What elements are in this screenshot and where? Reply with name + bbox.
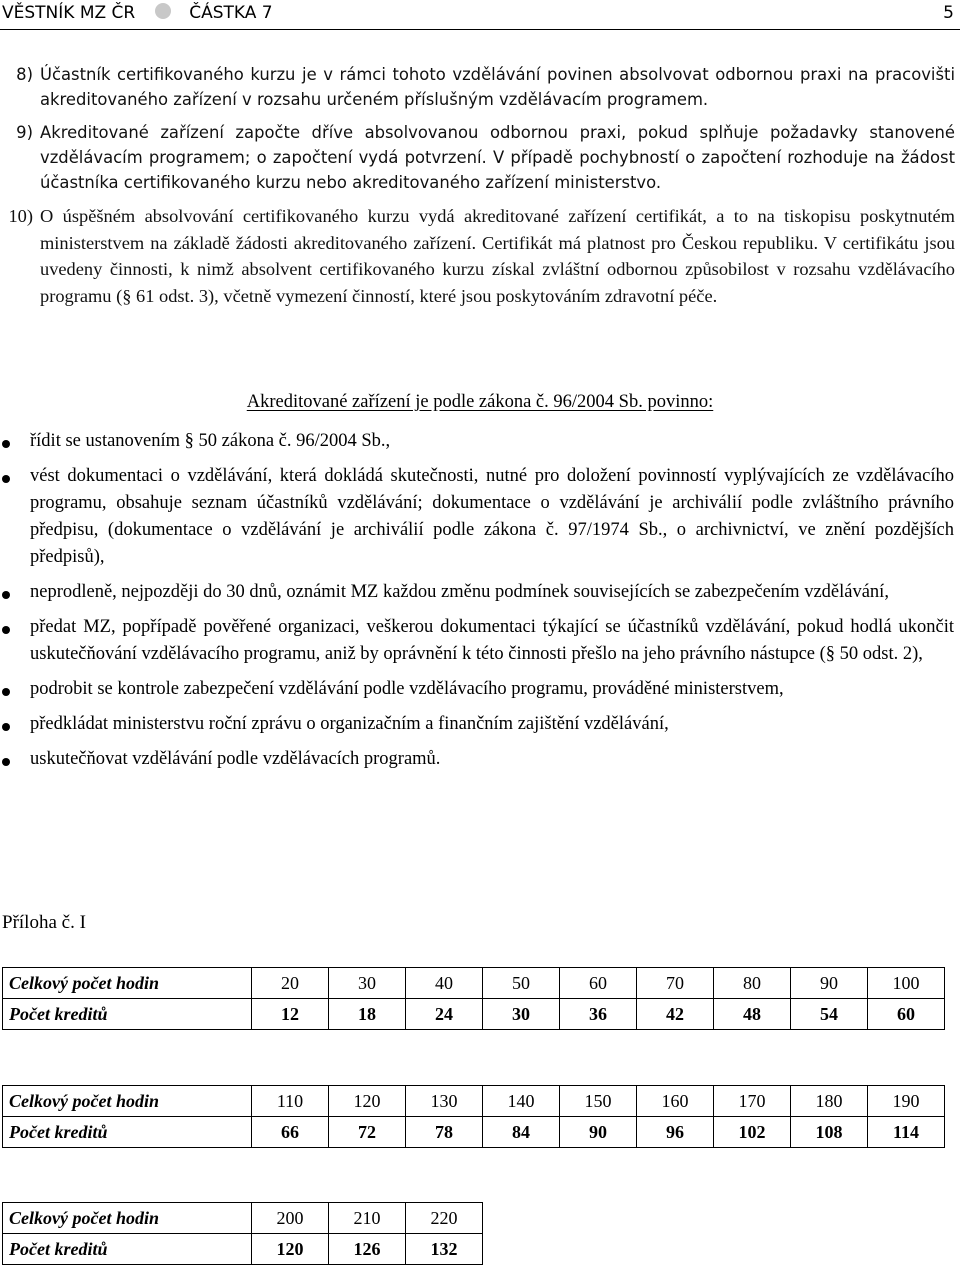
row-label: Počet kreditů (3, 999, 252, 1030)
credits-cell: 78 (406, 1117, 483, 1148)
hours-cell: 40 (406, 968, 483, 999)
hours-cell: 150 (560, 1086, 637, 1117)
credits-cell: 24 (406, 999, 483, 1030)
credits-cell: 42 (637, 999, 714, 1030)
credits-table-3 (2, 1202, 483, 1265)
list-item: podrobit se kontrole zabezpečení vzdělávání podle vzdělávacího programu, prováděné ministerstvem, (0, 676, 960, 703)
credits-cell: 132 (406, 1234, 483, 1265)
hours-cell: 180 (791, 1086, 868, 1117)
list-item: neprodleně, nejpozději do 30 dnů, oznámit MZ každou změnu podmínek souvisejících se zabezpečením vzdělávání, (0, 579, 960, 606)
hours-cell: 170 (714, 1086, 791, 1117)
appendix-title: Příloha č. I (2, 912, 86, 933)
credits-cell: 102 (714, 1117, 791, 1148)
item-number: 9) (16, 123, 33, 142)
table-row (3, 999, 945, 1030)
numbered-items (0, 62, 960, 309)
page-number: 5 (943, 3, 954, 23)
page-header (0, 0, 960, 30)
hours-cell: 160 (637, 1086, 714, 1117)
table-row (3, 1117, 945, 1148)
credits-cell: 66 (252, 1117, 329, 1148)
credits-cell: 90 (560, 1117, 637, 1148)
list-item: řídit se ustanovením § 50 zákona č. 96/2004 Sb., (0, 428, 960, 455)
hours-cell: 190 (868, 1086, 945, 1117)
credits-cell: 60 (868, 999, 945, 1030)
list-item: předat MZ, popřípadě pověřené organizaci, veškerou dokumentaci týkající se účastníků vzdělávání, pokud hodlá ukončit uskutečňování vzdělávacího programu, aniž by oprávnění k této činnosti přešlo na jeho právního nástupce (§ 50 odst. 2), (0, 614, 960, 668)
journal-title: VĚSTNÍK MZ ČR (2, 3, 136, 23)
hours-cell: 220 (406, 1203, 483, 1234)
numbered-item (0, 120, 960, 195)
hours-cell: 90 (791, 968, 868, 999)
credits-table-1 (2, 967, 945, 1030)
row-label: Celkový počet hodin (3, 1086, 252, 1117)
item-number: 10) (8, 206, 33, 226)
item-text: O úspěšném absolvování certifikovaného kurzu vydá akreditované zařízení certifikát, a to na tiskopisu poskytnutém ministerstvem na základě žádosti akreditovaného zařízení. Certifikát má platnost pro Českou republiku. V certifikátu jsou uvedeny činnosti, k nimž absolvent certifikovaného kurzu získal zvláštní odbornou způsobilost v rozsahu vzdělávacího programu (§ 61 odst. 3), včetně vymezení činností, které jsou poskytováním zdravotní péče. (40, 206, 955, 306)
credits-cell: 54 (791, 999, 868, 1030)
list-item: vést dokumentaci o vzdělávání, která dokládá skutečnosti, nutné pro doložení povinností vyplývajících ze vzdělávacího programu, obsahuje seznam účastníků vzdělávání; dokumentace o vzdělávání je archiválií podle zvláštního právního předpisu, (dokumentace o vzdělávání je archiválií podle zákona č. 97/1974 Sb., o archivnictví, ve znění pozdějších předpisů), (0, 463, 960, 571)
credits-cell: 84 (483, 1117, 560, 1148)
hours-cell: 140 (483, 1086, 560, 1117)
list-item: předkládat ministerstvu roční zprávu o organizačním a finančním zajištění vzdělávání, (0, 711, 960, 738)
credits-cell: 12 (252, 999, 329, 1030)
hours-cell: 130 (406, 1086, 483, 1117)
item-text: Účastník certifikovaného kurzu je v rámci tohoto vzdělávání povinen absolvovat odbornou praxi na pracovišti akreditovaného zařízení v rozsahu určeném příslušným vzdělávacím programem. (40, 65, 955, 109)
hours-cell: 200 (252, 1203, 329, 1234)
hours-cell: 100 (868, 968, 945, 999)
table-row (3, 968, 945, 999)
item-number: 8) (16, 65, 33, 84)
obligations-heading: Akreditované zařízení je podle zákona č. 96/2004 Sb. povinno: (246, 392, 714, 412)
list-item: uskutečňovat vzdělávání podle vzdělávacích programů. (0, 746, 960, 773)
hours-cell: 110 (252, 1086, 329, 1117)
hours-cell: 120 (329, 1086, 406, 1117)
hours-cell: 80 (714, 968, 791, 999)
credits-table-2 (2, 1085, 945, 1148)
credits-cell: 108 (791, 1117, 868, 1148)
table-row (3, 1203, 483, 1234)
obligations-list (0, 428, 960, 781)
numbered-item (0, 62, 960, 112)
part-number: ČÁSTKA 7 (189, 3, 273, 23)
row-label: Celkový počet hodin (3, 968, 252, 999)
separator-dot-icon (155, 3, 171, 19)
table-row (3, 1086, 945, 1117)
hours-cell: 210 (329, 1203, 406, 1234)
credits-cell: 48 (714, 999, 791, 1030)
row-label: Počet kreditů (3, 1117, 252, 1148)
credits-cell: 72 (329, 1117, 406, 1148)
item-text: Akreditované zařízení započte dříve absolvovanou odbornou praxi, pokud splňuje požadavky stanovené vzdělávacím programem; o započtení vydá potvrzení. V případě pochybností o započtení rozhoduje na žádost účastníka certifikovaného kurzu nebo akreditovaného zařízení ministerstvo. (40, 123, 955, 192)
credits-cell: 114 (868, 1117, 945, 1148)
row-label: Celkový počet hodin (3, 1203, 252, 1234)
credits-cell: 126 (329, 1234, 406, 1265)
numbered-item (0, 203, 960, 309)
hours-cell: 50 (483, 968, 560, 999)
credits-cell: 96 (637, 1117, 714, 1148)
credits-cell: 18 (329, 999, 406, 1030)
hours-cell: 70 (637, 968, 714, 999)
hours-cell: 30 (329, 968, 406, 999)
row-label: Počet kreditů (3, 1234, 252, 1265)
credits-cell: 120 (252, 1234, 329, 1265)
header-left (2, 0, 273, 26)
credits-cell: 30 (483, 999, 560, 1030)
credits-cell: 36 (560, 999, 637, 1030)
hours-cell: 60 (560, 968, 637, 999)
table-row (3, 1234, 483, 1265)
hours-cell: 20 (252, 968, 329, 999)
